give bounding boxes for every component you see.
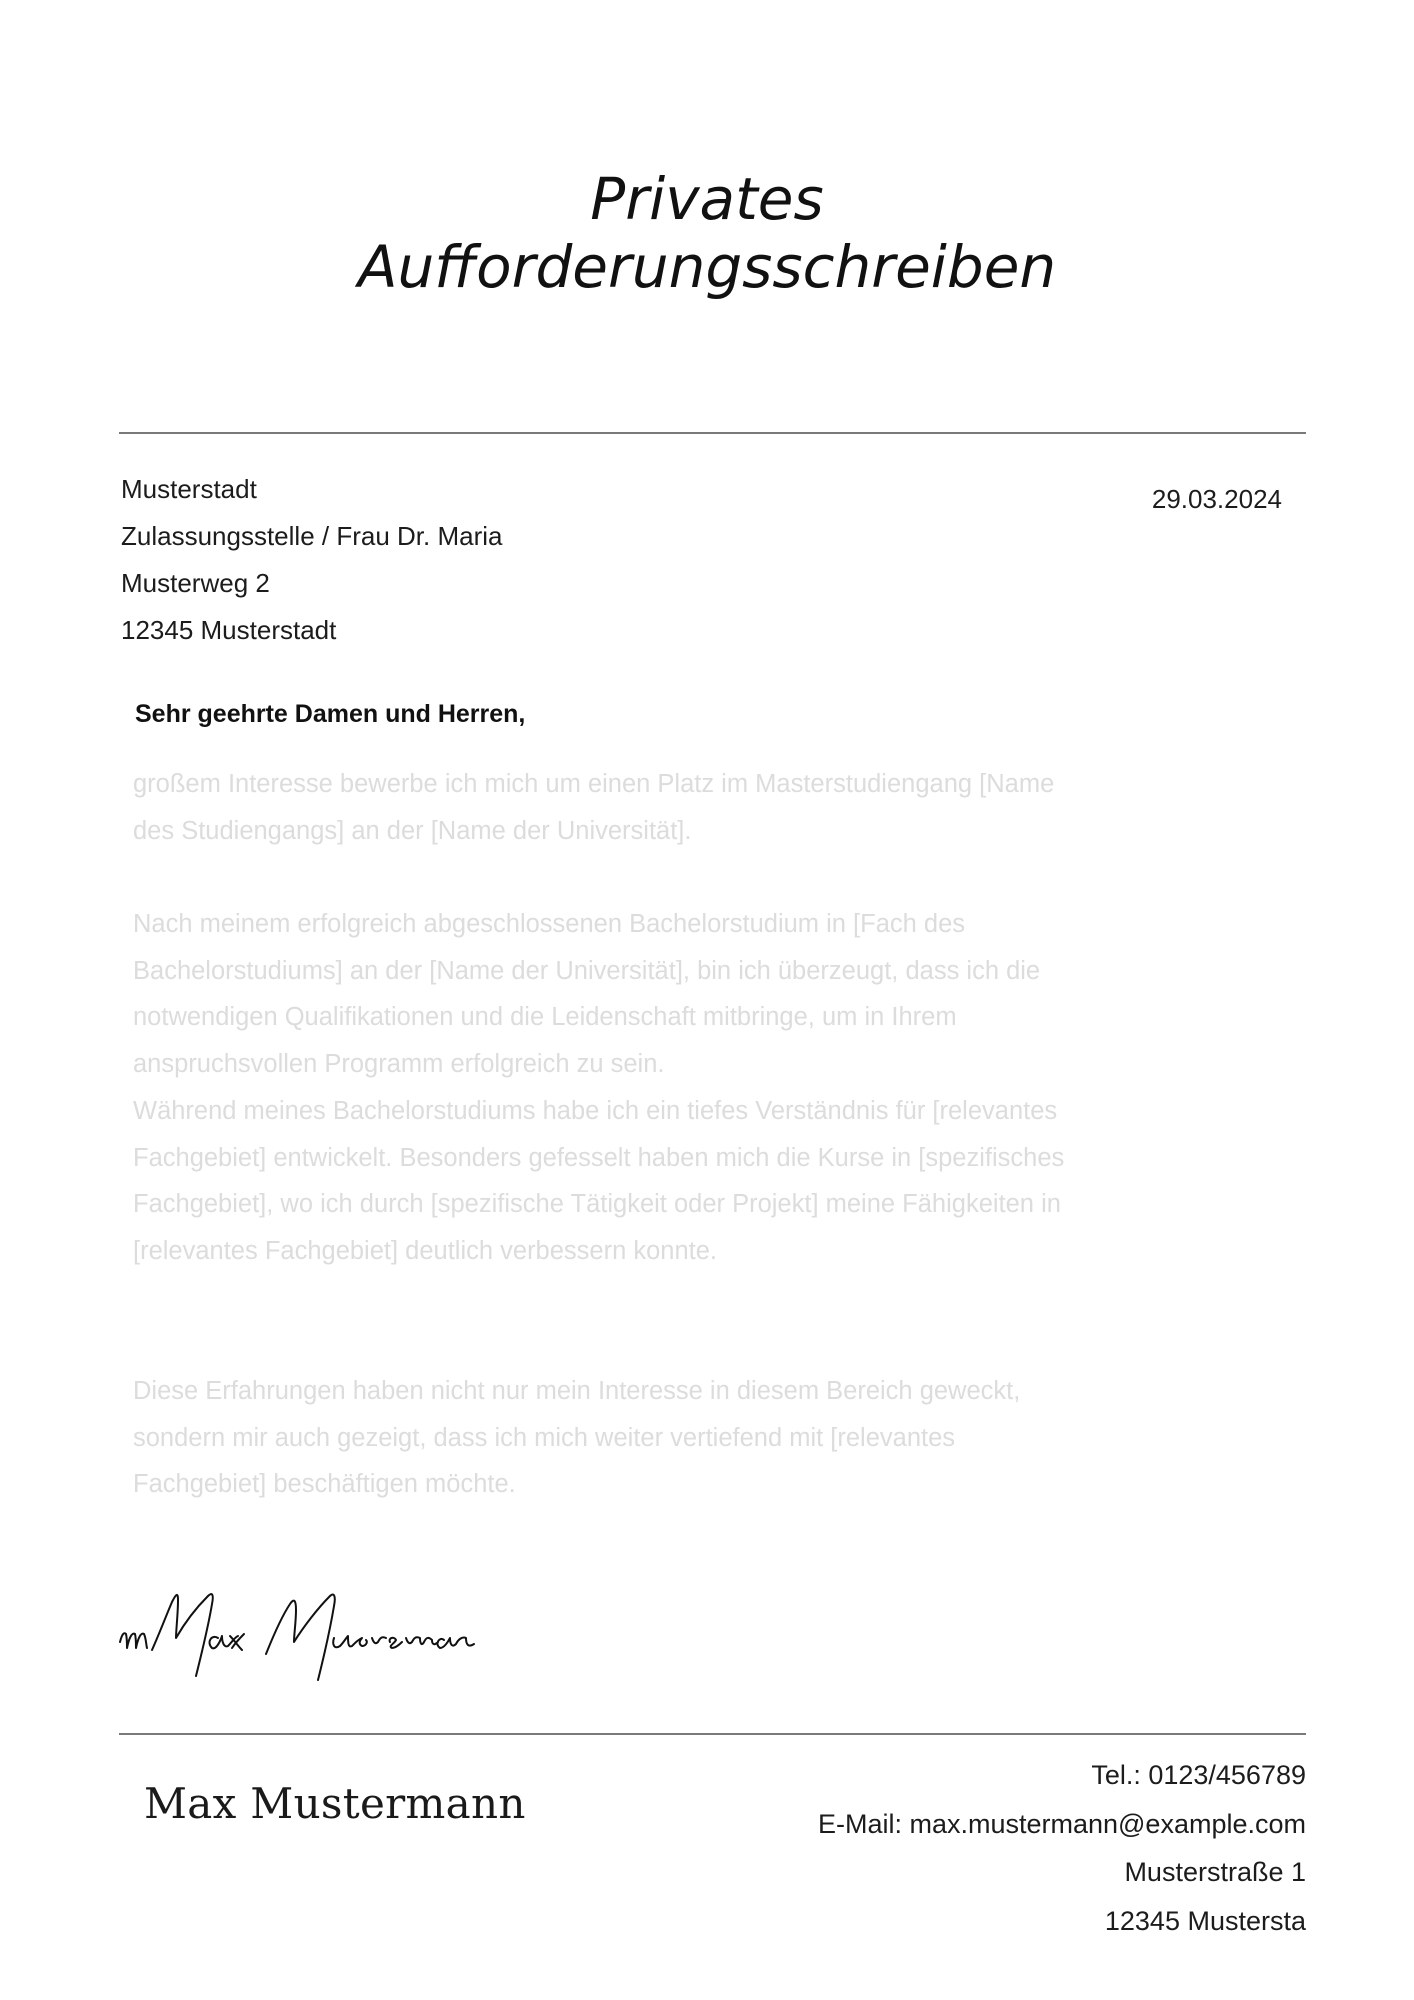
document-title — [0, 165, 1414, 301]
handwritten-signature — [116, 1572, 516, 1682]
contact-phone: Tel.: 0123/456789 — [1091, 1760, 1306, 1790]
recipient-line: Musterweg 2 — [121, 568, 270, 598]
contact-street: Musterstraße 1 — [1124, 1857, 1306, 1887]
sender-name: Max Mustermann — [144, 1779, 526, 1828]
body-paragraph: Nach meinem erfolgreich abgeschlossenen Bachelorstudium in [Fach des Bachelorstudiums] an der [Name der Universität], bin ich überzeugt, dass ich die notwendigen Qualifikationen und die Leidenschaft mitbringe, um in Ihrem anspruchsvollen Programm erfolgreich zu sein. Während meines Bachelorstudiums habe ich ein tiefes Verständnis für [relevantes Fachgebiet] entwickelt. Besonders gefesselt haben mich die Kurse in [spezifisches Fachgebiet], wo ich durch [spezifische Tätigkeit oder Projekt] meine Fähigkeiten in [relevantes Fachgebiet] deutlich verbessern konnte. — [133, 910, 1065, 1265]
document-title-line-2: Aufforderungsschreiben — [357, 233, 1057, 301]
body-paragraph: Diese Erfahrungen haben nicht nur mein Interesse in diesem Bereich geweckt, sondern mir auch gezeigt, dass ich mich weiter vertiefend mit [relevantes Fachgebiet] beschäftigen möchte. — [133, 1377, 1021, 1499]
recipient-line: 12345 Musterstadt — [121, 615, 337, 645]
document-title-line-1: Privates — [590, 165, 824, 233]
recipient-address — [121, 466, 502, 654]
recipient-line: Zulassungsstelle / Frau Dr. Maria — [121, 521, 503, 551]
contact-email: E-Mail: max.mustermann@example.com — [817, 1808, 1306, 1839]
contact-city: 12345 Mustersta — [1104, 1905, 1306, 1936]
footer-divider — [119, 1733, 1306, 1735]
body-paragraph: großem Interesse bewerbe ich mich um einen Platz im Masterstudiengang [Name des Studiengangs] an der [Name der Universität]. — [133, 770, 1055, 845]
letter-date: 29.03.2024 — [1151, 484, 1282, 514]
recipient-line: Musterstadt — [121, 474, 257, 504]
salutation: Sehr geehrte Damen und Herren, — [135, 700, 526, 728]
header-divider — [119, 432, 1306, 434]
contact-block — [700, 1751, 1306, 1945]
